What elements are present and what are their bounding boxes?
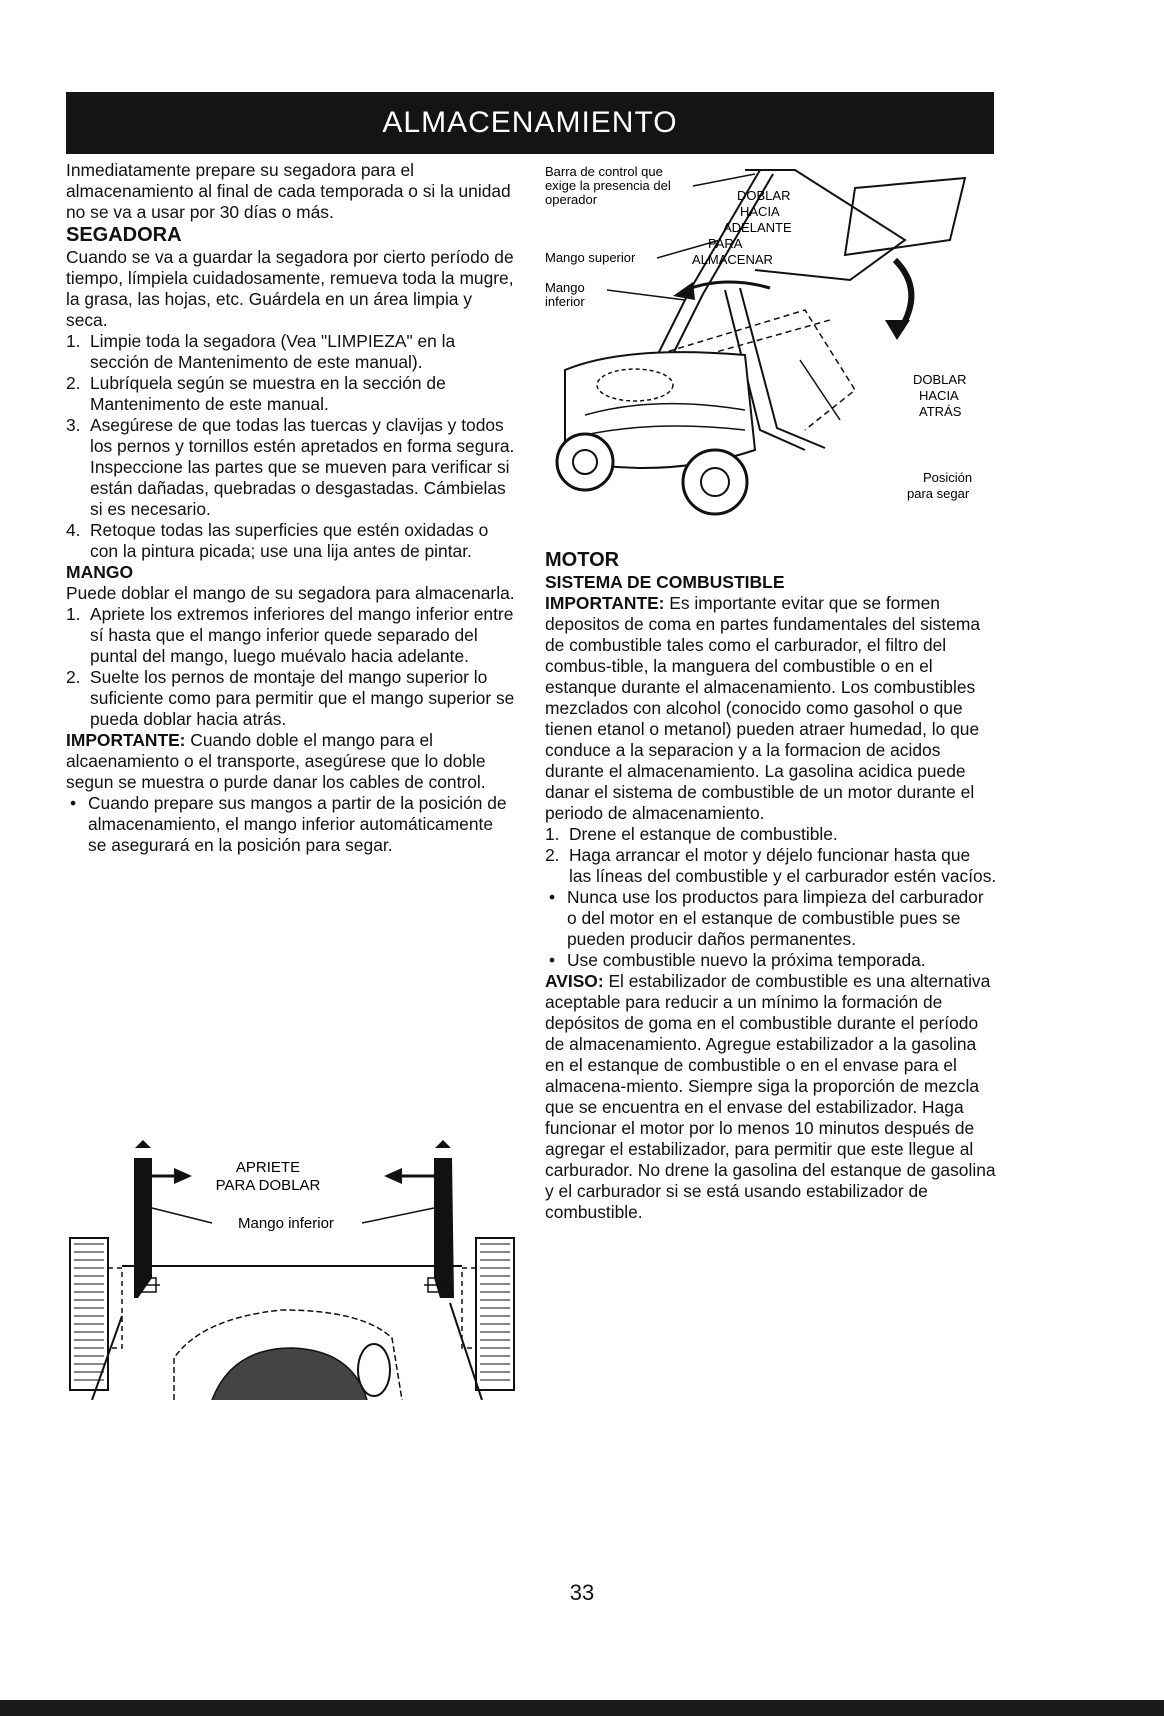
mowing-position-label-1: Posición [923,470,973,485]
control-bar-label-2: exige la presencia del [545,178,671,193]
list-item: 2. Haga arrancar el motor y déjelo funcionar hasta que las líneas del combustible y el carburador estén vacíos. [545,845,997,886]
lower-handle-label-2: inferior [545,294,585,309]
mango-paragraph: Puede doblar el mango de su segadora para almacenarla. [66,583,515,603]
mango-important-note: IMPORTANTE: Cuando doble el mango para el alcaenamiento o el transporte, asegúrese que lo doble segun se muestra o purde danar los cables de control. [66,730,486,792]
arrow-right-icon [174,1168,192,1184]
control-bar-label-3: operador [545,192,598,207]
squeeze-label: APRIETE [235,1159,301,1176]
fold-forward-label-3: ADELANTE [723,220,792,235]
fold-label: PARA DOBLAR [215,1177,321,1194]
segadora-steps [66,331,516,562]
lower-handle-label-1: Mango [545,280,585,295]
fold-forward-label-1: DOBLAR [737,188,791,203]
segadora-paragraph: Cuando se va a guardar la segadora por cierto período de tiempo, límpiela cuidadosamente, remueva toda la mugre, la grasa, las hojas, etc. Guárdela en un área limpia y seca. [66,247,514,330]
fold-back-label-2: HACIA [919,388,959,403]
fuel-system-heading: SISTEMA DE COMBUSTIBLE [545,572,785,592]
bottom-edge-bar [0,1700,1164,1716]
list-item: 4. Retoque todas las superficies que estén oxidadas o con la pintura picada; use una lija antes de pintar. [66,520,489,561]
control-bar-label-1: Barra de control que [545,164,663,179]
list-item: • Use combustible nuevo la próxima temporada. [549,950,926,970]
segadora-heading: SEGADORA [66,224,182,246]
mowing-position-label-2: para segar [907,486,970,501]
fold-back-label-1: DOBLAR [913,372,967,387]
front-wheel [557,434,613,490]
fold-back-arrow-icon [885,320,910,340]
page-title: ALMACENAMIENTO [382,106,678,139]
list-item: • Cuando prepare sus mangos a partir de la posición de almacenamiento, el mango inferior automáticamente se asegurará en la posición para segar. [70,793,507,855]
list-item: 2. Lubríquela según se muestra en la sección de Mantenimento de este manual. [66,373,446,414]
list-item: 1. Limpie toda la segadora (Vea "LIMPIEZA" en la sección de Mantenimento de este manual). [66,331,456,372]
right-handle-post [434,1158,454,1298]
fold-back-label-3: ATRÁS [919,404,962,419]
list-item: 3. Asegúrese de que todas las tuercas y clavijas y todos los pernos y tornillos estén apretados en forma segura. Inspeccione las partes que se mueven para verificar si están dañadas, quebradas o desgastadas. Cámbielas si es necesario. [66,415,515,519]
left-column [66,160,516,856]
motor-bullets [545,887,997,971]
left-handle-post [134,1158,152,1298]
fold-forward-label-5: ALMACENAR [692,252,773,267]
rear-wheel [683,450,747,514]
list-item: 2. Suelte los pernos de montaje del mango superior lo suficiente como para permitir que el mango superior se pueda doblar hacia atrás. [66,667,515,729]
mower-fold-illustration [545,160,1005,532]
mower-diagram-svg [545,160,1005,532]
motor-important-note: IMPORTANTE: Es importante evitar que se formen depositos de coma en partes fundamentales del sistema de combustible tales como el carburador, el filtro del combus-tible, la manguera del combustible o en el estanque durante el almacenamiento. Los combustibles mezclados con alcohol (conocido como gasohol o que tienen etanol o metanol) pueden atraer humedad, lo que conduce a la separacion y a la formacion de acidos durante el almacenamiento. La gasolina acidica puede danar el sistema de combustible de un motor durante el periodo de almacenamiento. [545,593,981,823]
arrow-left-icon [384,1168,402,1184]
mango-steps [66,604,516,730]
list-item: 1. Drene el estanque de combustible. [545,824,838,844]
right-column [545,548,997,1223]
list-item: • Nunca use los productos para limpieza del carburador o del motor en el estanque de combustible pues se pueden producir daños permanentes. [549,887,984,949]
handle-diagram-svg [62,1138,522,1400]
page-number: 33 [569,1580,595,1605]
list-item: 1. Apriete los extremos inferiores del mango inferior entre sí hasta que el mango inferior quede separado del puntal del mango, luego muévalo hacia adelante. [66,604,514,666]
aviso-note: AVISO: El estabilizador de combustible es una alternativa aceptable para reducir a un mínimo la formación de depósitos de goma en el combustible durante el período de almacenamiento. Agregue estabilizador a la gasolina en el estanque de combustible o en el envase para el almacena-miento. Siempre siga la proporción de mezcla que se encuentra en el envase del estabilizador. Haga funcionar el motor por lo menos 10 minutos después de agregar el estabilizador, para permitir que este llegue al carburador. No drene la gasolina del estanque de gasolina y el carburador si se está usando estabilizador de combustible. [545,971,996,1222]
motor-steps [545,824,997,887]
intro-paragraph: Inmediatamente prepare su segadora para el almacenamiento al final de cada temporada o si la unidad no se va a usar por 30 días o más. [66,160,511,222]
section-title-banner [66,92,994,154]
upper-handle-label: Mango superior [545,250,636,265]
fold-forward-label-2: HACIA [740,204,780,219]
motor-heading: MOTOR [545,549,620,571]
lower-handle-label: Mango inferior [238,1215,334,1232]
fold-forward-arrow-icon [673,282,695,300]
left-wheel [70,1238,108,1390]
fold-forward-label-4: PARA [708,236,743,251]
handle-release-illustration [62,1138,522,1400]
right-wheel [476,1238,514,1390]
mango-heading: MANGO [66,562,134,582]
mango-bullets [66,793,516,856]
